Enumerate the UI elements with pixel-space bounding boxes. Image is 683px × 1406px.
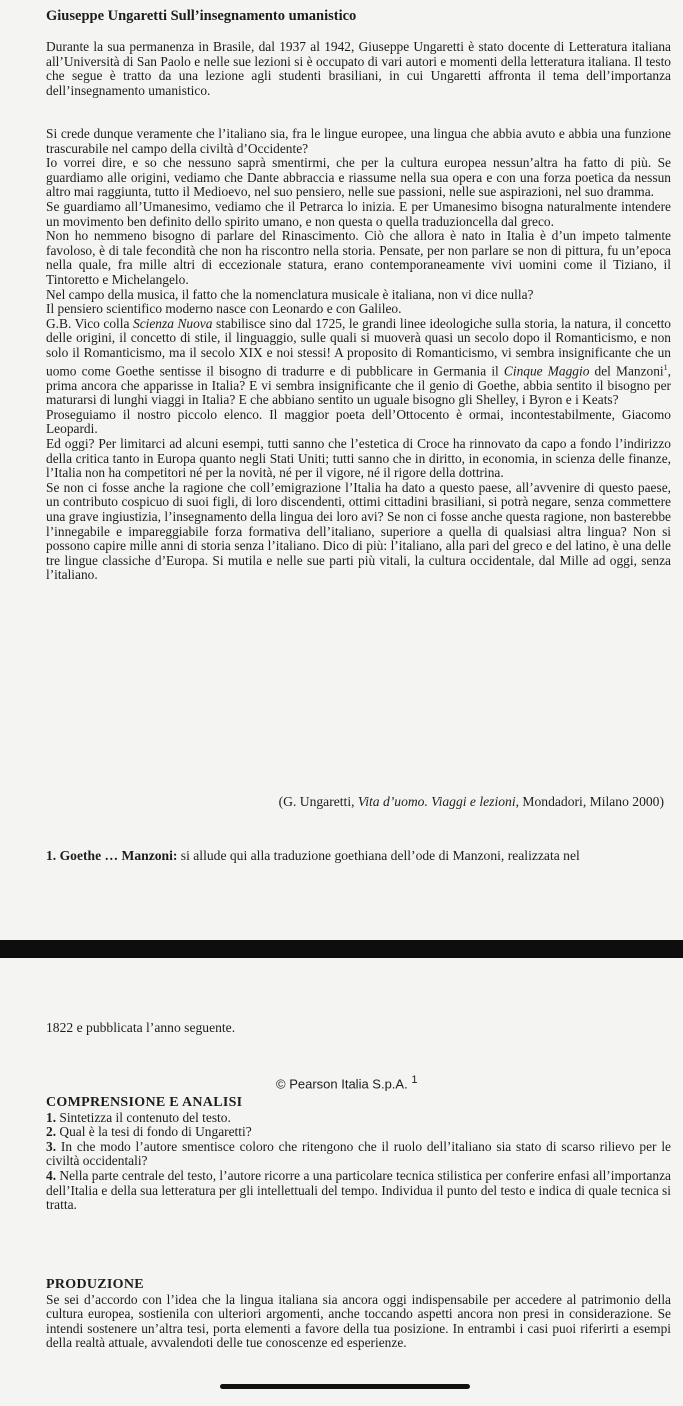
- production-section: [46, 1278, 671, 1351]
- text-span: G.B. Vico colla: [46, 315, 133, 331]
- footnote: [46, 848, 671, 864]
- text-span: stabilisce sino dal 1725, le grandi linee ideologiche sulla storia, la natura, il concetto delle origini, il concetto di stile, il linguaggio, sulle quali si muoverà quasi un secolo dopo il Romanticismo, e non solo il Romanticismo, ma il secolo XIX e noi stessi! A proposito di Romanticismo, vi sembra insignificante che un uomo come Goethe sentisse il bisogno di tradurre e di pubblicare in Germania il: [46, 315, 671, 378]
- question-text: In che modo l’autore smentisce coloro che ritengono che il ruolo dell’italiano sia stato di scarso rilievo per le civiltà occidentali?: [46, 1138, 671, 1169]
- paragraph: Nel campo della musica, il fatto che la nomenclatura musicale è italiana, non vi dice nulla?: [46, 286, 534, 302]
- question-text: Qual è la tesi di fondo di Ungaretti?: [56, 1124, 252, 1140]
- paragraph: Non ho nemmeno bisogno di parlare del Rinascimento. Ciò che allora è nato in Italia è d’un impeto talmente favoloso, è di tale fecondità che non ha riscontro nella storia. Pensate, per non parlare se non di pittura, fu un’epoca nella quale, fra mille altri di eccezionale statura, erano contemporaneamente vivi uomini come il Tiziano, il Tintoretto e Michelangelo.: [46, 228, 671, 287]
- intro-paragraph: [46, 40, 671, 98]
- paragraph: Se non ci fosse anche la ragione che coll’emigrazione l’Italia ha dato a questo paese, all’avvenire di questo paese, un contributo cospicuo di suoi figli, di loro discendenti, ottimi cittadini brasiliani, si potrà negare, senza commettere una grave ingiustizia, l’insegnamento della lingua dei loro avi? Se non ci fosse anche questa ragione, non basterebbe l’innegabile e impareggiabile forza formativa dell’italiano, superiore a quella di qualsiasi altra lingua? Non si possono capire mille anni di storia senza l’italiano. Dico di più: l’italiano, alla pari del greco e del latino, è una delle tre lingue classiche d’Europa. Si mutila e nelle sue parti più vitali, la cultura occidentale, dal Mille ad oggi, senza l’italiano.: [46, 479, 671, 583]
- copyright-notice: [276, 1074, 417, 1091]
- question-item: 3. In che modo l’autore smentisce coloro che ritengono che il ruolo dell’italiano sia stato di scarso rilievo per le civiltà occidentali?: [46, 1138, 671, 1169]
- work-title: Scienza Nuova: [133, 315, 213, 331]
- paragraph: Proseguiamo il nostro piccolo elenco. Il maggior poeta dell’Ottocento è ormai, incontestabilmente, Giacomo Leopardi.: [46, 406, 671, 437]
- footnote-label: 1. Goethe … Manzoni:: [46, 848, 178, 863]
- page-separator-band: [0, 940, 683, 958]
- question-item: 1. Sintetizza il contenuto del testo.: [46, 1109, 231, 1125]
- work-title: Cinque Maggio: [503, 362, 590, 378]
- question-item: 2. Qual è la tesi di fondo di Ungaretti?: [46, 1124, 252, 1140]
- page-number: 1: [411, 1074, 418, 1086]
- comprehension-section: [46, 1096, 671, 1213]
- citation-close: , Mondadori, Milano 2000): [515, 794, 664, 809]
- footnote-text: si allude qui alla traduzione goethiana dell’ode di Manzoni, realizzata nel: [177, 848, 580, 863]
- intro-text: Durante la sua permanenza in Brasile, dal 1937 al 1942, Giuseppe Ungaretti è stato docente di Letteratura italiana all’Università di San Paolo e nelle sue lezioni si è occupato di vari autori e momenti della letteratura italiana. Il testo che segue è tratto da una lezione agli studenti brasiliani, in cui Ungaretti affronta il tema dell’importanza dell’insegnamento umanistico.: [46, 39, 671, 98]
- text-span: , prima ancora che apparisse in Italia? E vi sembra insignificante che il genio di Goethe, abbia sentito il bisogno per maturarsi di lunghi viaggi in Italia? E che abbiano sentito un uguale bisogno gli Shelley, i Byron e i Keats?: [46, 362, 672, 408]
- citation: [46, 794, 664, 810]
- lecture-text: [46, 127, 671, 583]
- document-title: Giuseppe Ungaretti Sull’insegnamento umanistico: [46, 8, 357, 24]
- question-text: Sintetizza il contenuto del testo.: [56, 1109, 231, 1125]
- production-text: Se sei d’accordo con l’idea che la lingua italiana sia ancora oggi indispensabile per accedere al patrimonio della cultura europea, sostienila con ulteriori argomenti, anche toccando aspetti ancora non presi in considerazione. Se intendi sostenere un’altra tesi, porta elementi a favore della tua posizione. In entrambi i casi puoi riferirti a esempi della realtà attuale, avvalendoti delle tue conoscenze ed esperienze.: [46, 1291, 671, 1351]
- footnote-continuation: 1822 e pubblicata l’anno seguente.: [46, 1020, 236, 1035]
- production-heading: PRODUZIONE: [46, 1277, 144, 1292]
- footnote-marker: 1: [663, 362, 668, 372]
- citation-open: (G. Ungaretti,: [278, 794, 358, 809]
- vico-paragraph: [46, 317, 671, 408]
- copyright-text: © Pearson Italia S.p.A.: [276, 1076, 408, 1092]
- home-indicator[interactable]: [220, 1384, 470, 1389]
- text-span: del Manzoni: [589, 362, 664, 378]
- paragraph: Ed oggi? Per limitarci ad alcuni esempi, tutti sanno che l’estetica di Croce ha rinnovato da capo a fondo l’indirizzo della critica tanto in Europa quanto negli Stati Uniti; tutti sanno che in diritto, in economia, in scienza delle finanze, l’Italia non ha competitori né per la novità, né per il vigore, né il rigore della dottrina.: [46, 435, 671, 481]
- question-text: Nella parte centrale del testo, l’autore ricorre a una particolare tecnica stilistica per conferire enfasi all’importanza dell’Italia e della sua letteratura per gli intellettuali del tempo. Individua il punto del testo e indica di quale tecnica si tratta.: [46, 1167, 671, 1213]
- paragraph: Il pensiero scientifico moderno nasce con Leonardo e con Galileo.: [46, 301, 402, 317]
- paragraph: Se guardiamo all’Umanesimo, vediamo che il Petrarca lo inizia. E per Umanesimo bisogna naturalmente intendere un movimento ben definito dello spirito umano, e non questa o quella traduzioncella dal greco.: [46, 198, 671, 229]
- paragraph: Si crede dunque veramente che l’italiano sia, fra le lingue europee, una lingua che abbia avuto e abbia una funzione trascurabile nel campo della civiltà d’Occidente?: [46, 126, 671, 156]
- question-item: 4. Nella parte centrale del testo, l’autore ricorre a una particolare tecnica stilistica per conferire enfasi all’importanza dell’Italia e della sua letteratura per gli intellettuali del tempo. Individua il punto del testo e indica di quale tecnica si tratta.: [46, 1167, 671, 1213]
- paragraph: Io vorrei dire, e so che nessuno saprà smentirmi, che per la cultura europea nessun’altra ha fatto di più. Se guardiamo alle origini, vediamo che Dante abbraccia e riassume nella sua opera e con una forza poetica da nessun altro mai raggiunta, tutto il Medioevo, nel suo pensiero, nelle sue passioni, nelle sue aspirazioni, nel suo dramma.: [46, 155, 671, 200]
- citation-work: Vita d’uomo. Viaggi e lezioni: [357, 794, 516, 809]
- comprehension-heading: COMPRENSIONE E ANALISI: [46, 1095, 243, 1110]
